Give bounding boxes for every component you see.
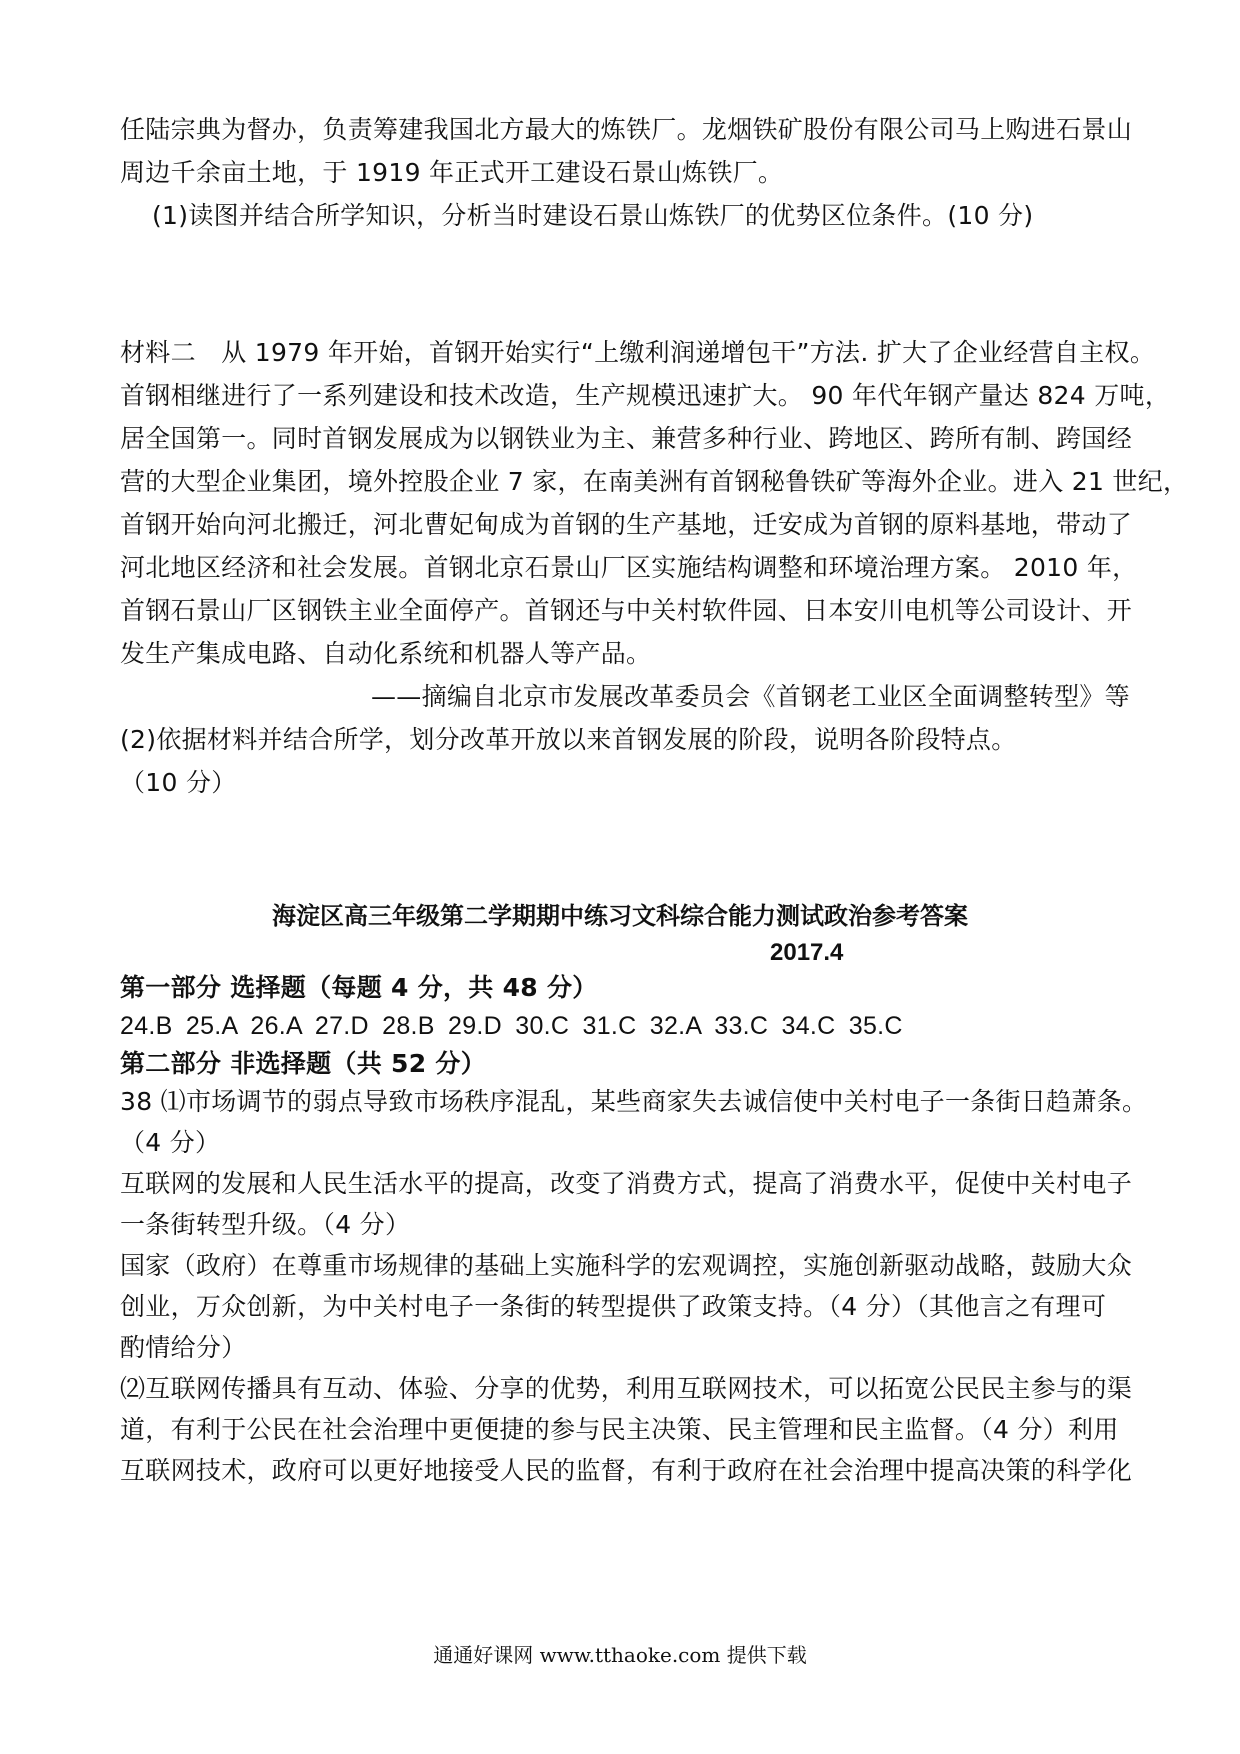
part-1-heading: 第一部分 选择题（每题 4 分，共 48 分） bbox=[120, 973, 598, 1002]
footer-credit: 通通好课网 www.tthaoke.com 提供下载 bbox=[433, 1643, 807, 1667]
material-2-line: 材料二 从 1979 年开始，首钢开始实行“上缴利润递增包干”方法. 扩大了企业经营自主权。 bbox=[120, 338, 1156, 367]
answer-line: 道，有利于公民在社会治理中更便捷的参与民主决策、民主管理和民主监督。（4 分）利用 bbox=[120, 1415, 1119, 1444]
answer-line: （4 分） bbox=[120, 1128, 221, 1157]
answer-line: 创业，万众创新，为中关村电子一条街的转型提供了政策支持。（4 分）（其他言之有理可 bbox=[120, 1292, 1107, 1321]
answer-line: 互联网的发展和人民生活水平的提高，改变了消费方式，提高了消费水平，促使中关村电子 bbox=[120, 1169, 1133, 1198]
material-2-line: 首钢石景山厂区钢铁主业全面停产。首钢还与中关村软件园、日本安川电机等公司设计、开 bbox=[120, 596, 1133, 625]
answer-title: 海淀区高三年级第二学期期中练习文科综合能力测试政治参考答案 bbox=[272, 902, 968, 930]
choice-answers: 24.B 25.A 26.A 27.D 28.B 29.D 30.C 31.C 32.A 33.C 34.C 35.C bbox=[120, 1012, 903, 1040]
material-2-line: 河北地区经济和社会发展。首钢北京石景山厂区实施结构调整和环境治理方案。 2010 年， bbox=[120, 553, 1138, 582]
question-1: (1)读图并结合所学知识，分析当时建设石景山炼铁厂的优势区位条件。(10 分) bbox=[152, 201, 1034, 230]
answer-line: 酌情给分） bbox=[120, 1333, 247, 1362]
answer-line: 一条街转型升级。（4 分） bbox=[120, 1210, 411, 1239]
material-2-line: 首钢相继进行了一系列建设和技术改造，生产规模迅速扩大。 90 年代年钢产量达 824 万吨， bbox=[120, 381, 1171, 410]
material-2-line: 发生产集成电路、自动化系统和机器人等产品。 bbox=[120, 639, 652, 668]
source-citation: ——摘编自北京市发展改革委员会《首钢老工业区全面调整转型》等 bbox=[370, 682, 1130, 711]
question-2-score: （10 分） bbox=[120, 768, 237, 797]
material-2-line: 营的大型企业集团，境外控股企业 7 家，在南美洲有首钢秘鲁铁矿等海外企业。进入 21 世纪， bbox=[120, 467, 1189, 496]
part-2-heading: 第二部分 非选择题（共 52 分） bbox=[120, 1049, 487, 1078]
material-2-line: 居全国第一。同时首钢发展成为以钢铁业为主、兼营多种行业、跨地区、跨所有制、跨国经 bbox=[120, 424, 1133, 453]
body-text-line: 周边千余亩土地，于 1919 年正式开工建设石景山炼铁厂。 bbox=[120, 158, 784, 187]
question-2: (2)依据材料并结合所学，划分改革开放以来首钢发展的阶段，说明各阶段特点。 bbox=[120, 725, 1017, 754]
answer-line: ⑵互联网传播具有互动、体验、分享的优势，利用互联网技术，可以拓宽公民民主参与的渠 bbox=[120, 1374, 1133, 1403]
answer-line: 互联网技术，政府可以更好地接受人民的监督，有利于政府在社会治理中提高决策的科学化 bbox=[120, 1456, 1133, 1485]
answer-date: 2017.4 bbox=[770, 939, 844, 966]
answer-line: 38 ⑴市场调节的弱点导致市场秩序混乱，某些商家失去诚信使中关村电子一条街日趋萧条。 bbox=[120, 1087, 1148, 1116]
body-text-line: 任陆宗典为督办，负责筹建我国北方最大的炼铁厂。龙烟铁矿股份有限公司马上购进石景山 bbox=[120, 115, 1133, 144]
material-2-line: 首钢开始向河北搬迁，河北曹妃甸成为首钢的生产基地，迁安成为首钢的原料基地，带动了 bbox=[120, 510, 1133, 539]
answer-line: 国家（政府）在尊重市场规律的基础上实施科学的宏观调控，实施创新驱动战略，鼓励大众 bbox=[120, 1251, 1133, 1280]
